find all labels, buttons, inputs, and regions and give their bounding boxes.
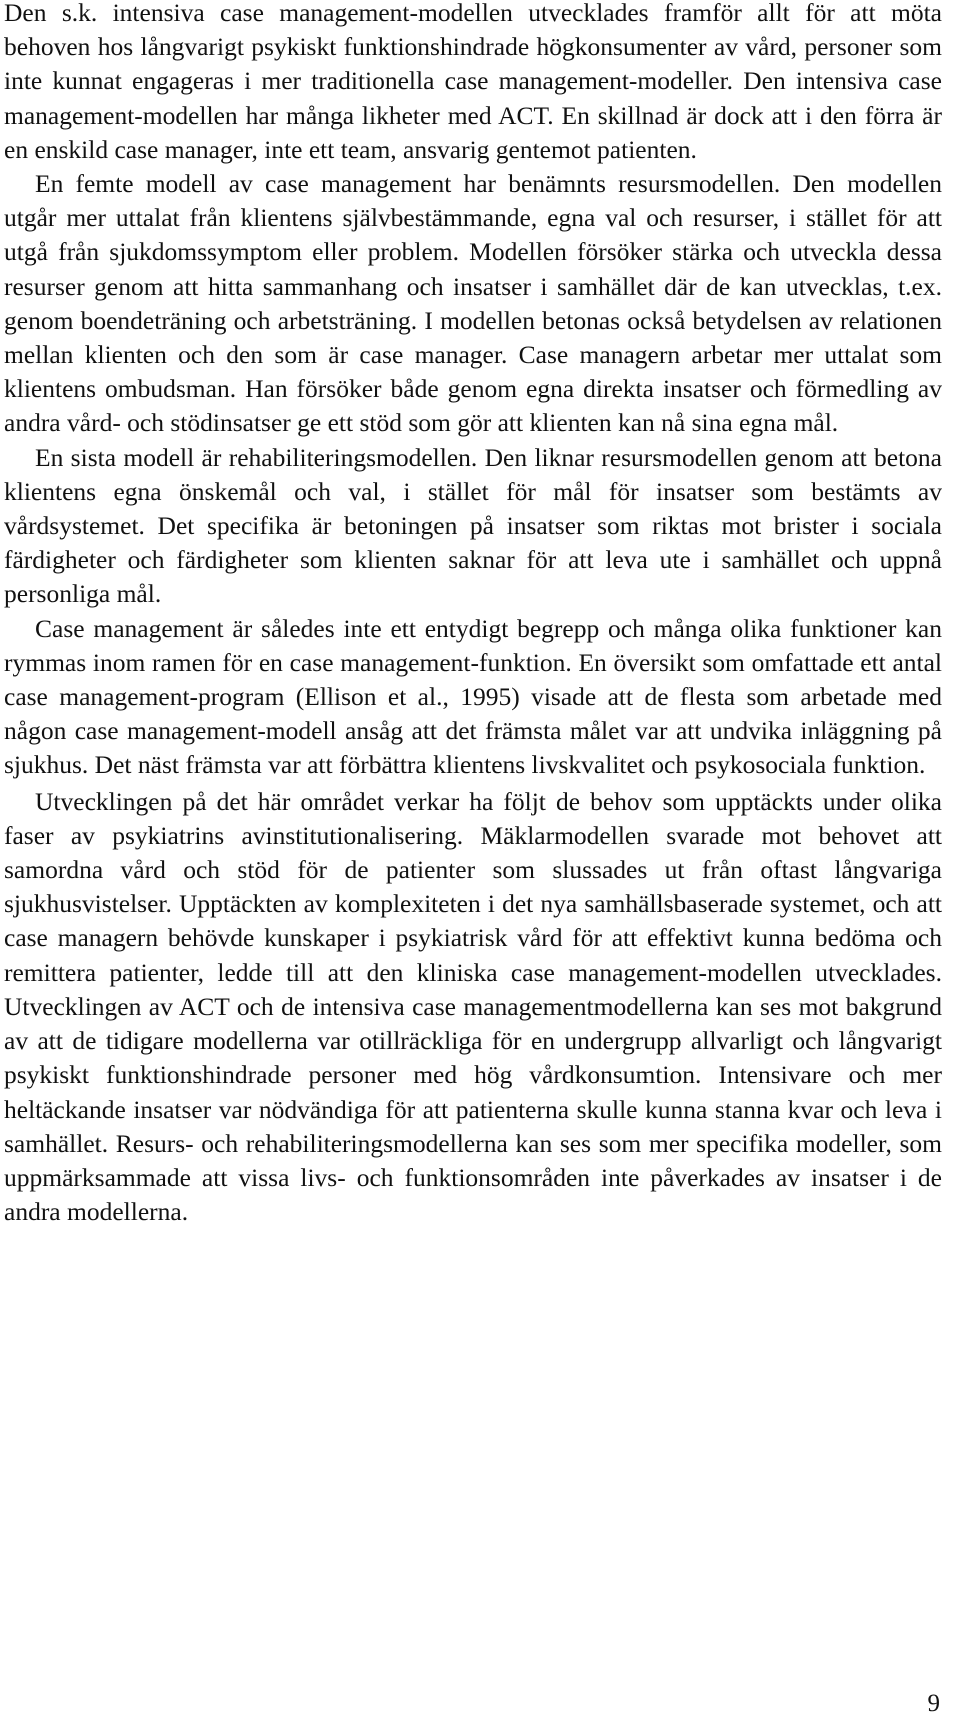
body-text [4, 0, 942, 1229]
paragraph-case-management-intensive: Den s.k. intensiva case management-modellen utvecklades framför allt för att möta behoven hos långvarigt psykiskt funktionshindrade högkonsumenter av vård, personer som inte kunnat engageras i mer traditionella case management-modeller. Den intensiva case management-modellen har många likheter med ACT. En skillnad är dock att i den förra är en enskild case manager, inte ett team, ansvarig gentemot patienten. [4, 0, 942, 164]
paragraph-rehabilitation-model: En sista modell är rehabiliteringsmodellen. Den liknar resursmodellen genom att betona klientens egna önskemål och val, i stället för mål för insatser som bestämts av vårdsystemet. Det specifika är betoningen på insatser som riktas mot brister i sociala färdigheter och färdigheter som klienten saknar för att leva ute i samhället och uppnå personliga mål. [4, 442, 942, 609]
page-number: 9 [927, 1690, 940, 1717]
paragraph-case-management-overview: Case management är således inte ett entydigt begrepp och många olika funktioner kan rymmas inom ramen för en case management-funktion. En översikt som omfattade ett antal case management-program (Ellison et al., 1995) visade att de flesta som arbetade med någon case management-modell ansåg att det främsta målet var att undvika inläggning på sjukhus. Det näst främsta var att förbättra klientens livskvalitet och psykosociala funktion. [4, 613, 942, 780]
paragraph-resource-model: En femte modell av case management har benämnts resursmodellen. Den modellen utgår mer uttalat från klientens självbestämmande, egna val och resurser, i stället för att utgå från sjukdomssymptom eller problem. Modellen försöker stärka och utveckla dessa resurser genom att hitta sammanhang och insatser i samhället där de kan utvecklas, t.ex. genom boendeträning och arbetsträning. I modellen betonas också betydelsen av relationen mellan klienten och den som är case manager. Case managern arbetar mer uttalat som klientens ombudsman. Han försöker både genom egna direkta insatser och förmedling av andra vård- och stödinsatser ge ett stöd som gör att klienten kan nå sina egna mål. [4, 169, 942, 438]
paragraph-development: Utvecklingen på det här området verkar ha följt de behov som upptäckts under olika faser av psykiatrins avinstitutionalisering. Mäklarmodellen svarade mot behovet att samordna vård och stöd för de patienter som slussades ut från oftast långvariga sjukhusvistelser. Upptäckten av komplexiteten i det nya samhällsbaserade systemet, och att case managern behövde kunskaper i psykiatrisk vård för att effektivt kunna bedöma och remittera patienter, ledde till att den kliniska case management-modellen utvecklades. Utvecklingen av ACT och de intensiva case managementmodellerna kan ses mot bakgrund av att de tidigare modellerna var otillräckliga för en undergrupp allvarligt och långvarigt psykiskt funktionshindrade personer med hög vårdkonsumtion. Intensivare och mer heltäckande insatser var nödvändiga för att patienterna skulle kunna stanna kvar och leva i samhället. Resurs- och rehabiliteringsmodellerna kan ses som mer specifika modeller, som uppmärksammade att vissa livs- och funktionsområden inte påverkades av insatser i de andra modellerna. [4, 786, 942, 1227]
